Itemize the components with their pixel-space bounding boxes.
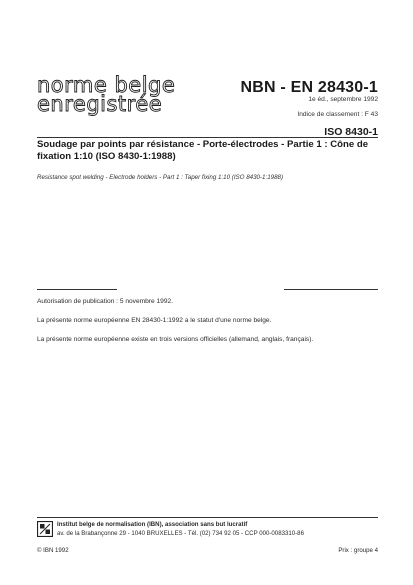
norme-belge-line: norme belge [37, 73, 176, 97]
standard-number: NBN - EN 28430-1 [240, 79, 378, 96]
classification-index: Indice de classement : F 43 [297, 111, 378, 118]
divider-right [284, 289, 378, 290]
languages-text: La présente norme européenne existe en trois versions officielles (allemand, anglais, français). [37, 336, 314, 343]
title-english: Resistance spot welding - Electrode holders - Part 1 : Taper fixing 1:10 (ISO 8430-1:1988) [37, 174, 284, 181]
iso-reference: ISO 8430-1 [324, 126, 378, 138]
ibn-logo-icon [37, 521, 53, 537]
edition-date: 1e éd., septembre 1992 [308, 96, 378, 103]
status-text: La présente norme européenne EN 28430-1:1992 a le statut d'une norme belge. [37, 317, 272, 324]
institute-name: Institut belge de normalisation (IBN), association sans but lucratif [57, 521, 248, 528]
title-divider [37, 137, 378, 138]
authorization-text: Autorisation de publication : 5 novembre 1992. [37, 298, 173, 305]
norme-belge-title [37, 73, 207, 116]
title-french: Soudage par points par résistance - Porte-électrodes - Partie 1 : Cône de fixation 1:10 (ISO 8430-1:1988) [37, 139, 369, 162]
price-group: Prix : groupe 4 [338, 547, 378, 554]
enregistree-line: enregistrée [37, 92, 163, 116]
divider-left [37, 289, 117, 290]
institute-address: av. de la Brabançonne 29 - 1040 BRUXELLES - Tél. (02) 734 92 05 - CCP 000-0083310-86 [57, 530, 304, 537]
copyright-text: © IBN 1992 [37, 547, 69, 554]
footer-divider [37, 517, 378, 518]
